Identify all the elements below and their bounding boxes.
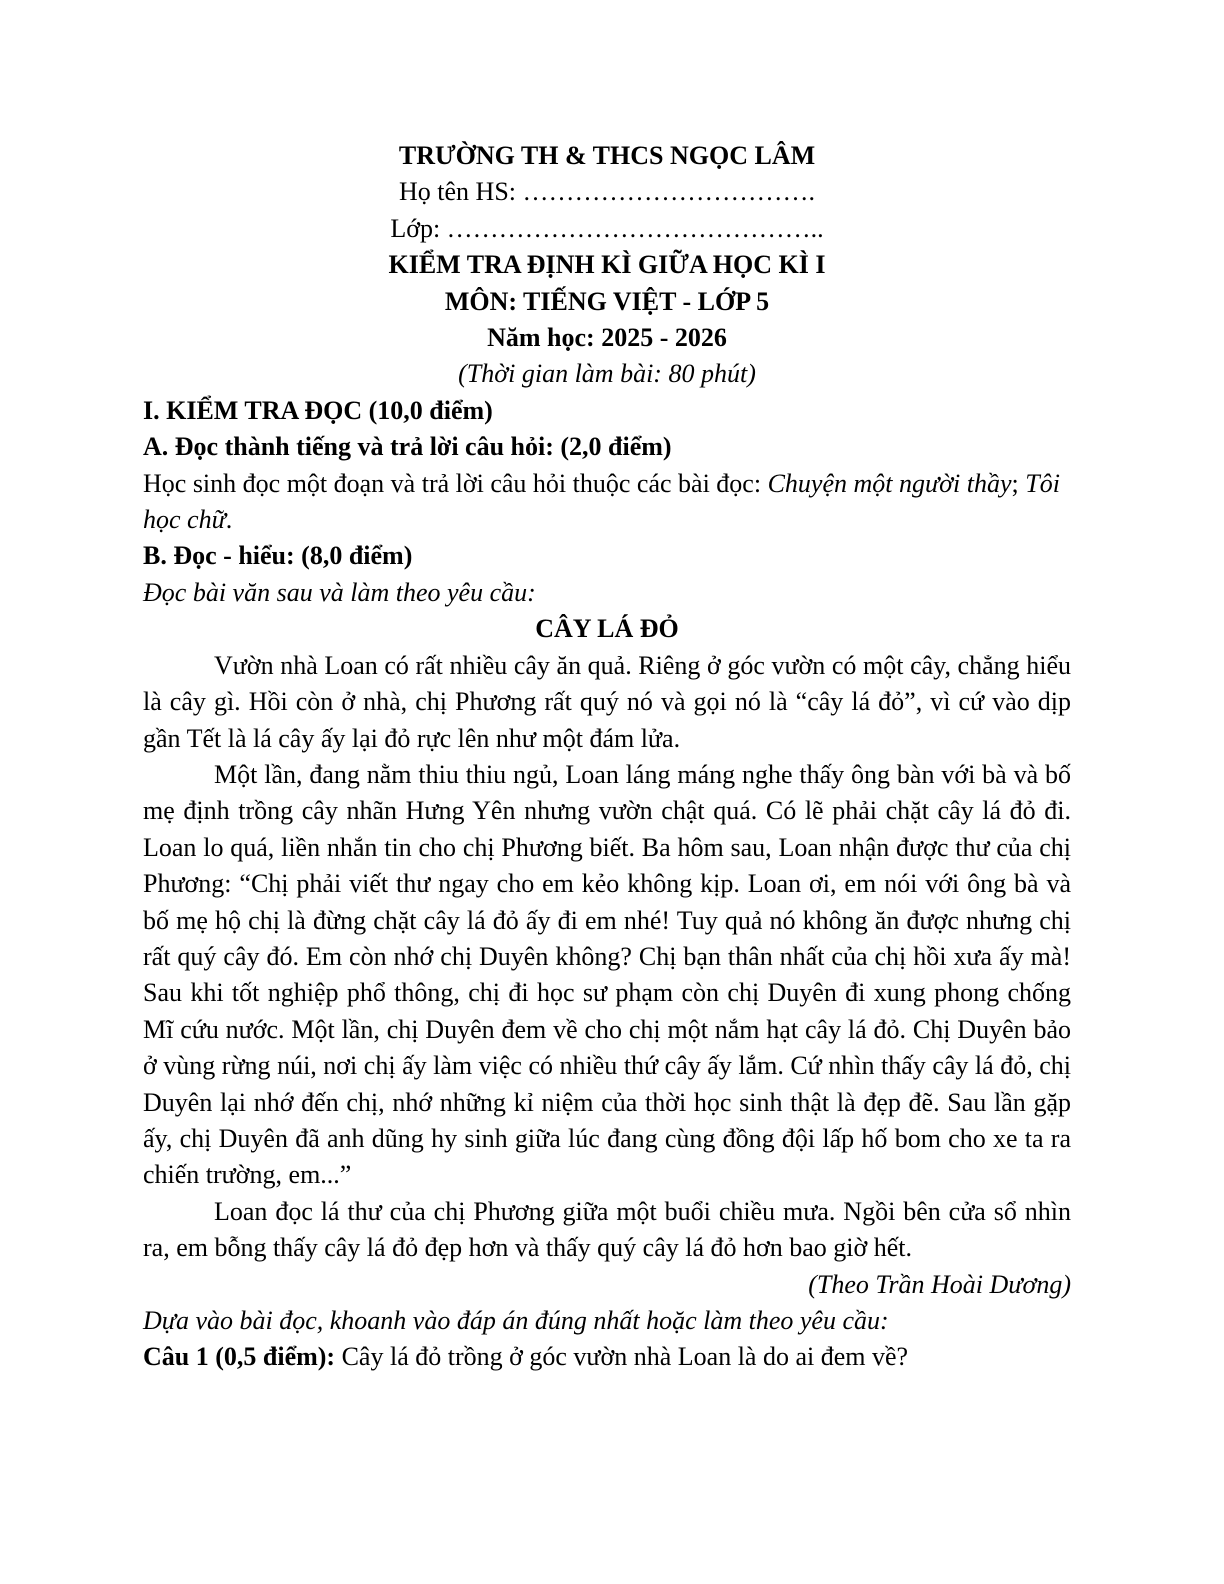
part-a-instructions	[143, 466, 1071, 539]
question-1-text: Cây lá đỏ trồng ở góc vườn nhà Loan là do ai đem về?	[335, 1342, 909, 1372]
question-1	[143, 1339, 1071, 1375]
exam-title: KIỂM TRA ĐỊNH KÌ GIỮA HỌC KÌ I	[388, 250, 826, 280]
reading-title-2: Tôi học chữ	[143, 468, 1060, 535]
duration-note: (Thời gian làm bài: 80 phút)	[458, 359, 756, 389]
part-a-heading: A. Đọc thành tiếng và trả lời câu hỏi: (2,0 điểm)	[143, 432, 672, 462]
questions-instruction: Dựa vào bài đọc, khoanh vào đáp án đúng nhất hoặc làm theo yêu cầu:	[143, 1306, 889, 1335]
story-paragraph: Loan đọc lá thư của chị Phương giữa một buổi chiều mưa. Ngồi bên cửa sổ nhìn ra, em bỗng thấy cây lá đỏ đẹp hơn và thấy quý cây lá đỏ hơn bao giờ hết.	[143, 1196, 1071, 1263]
story-title: CÂY LÁ ĐỎ	[535, 614, 679, 644]
class-line: Lớp: ……………………………………..	[390, 213, 824, 243]
part-b-instruction: Đọc bài văn sau và làm theo yêu cầu:	[143, 577, 536, 607]
exam-page	[143, 138, 1071, 1376]
question-1-label: Câu 1 (0,5 điểm):	[143, 1342, 336, 1372]
part-b-heading: B. Đọc - hiểu: (8,0 điểm)	[143, 541, 413, 571]
student-name-line: Họ tên HS: …………………………….	[399, 177, 815, 207]
subject-line: MÔN: TIẾNG VIỆT - LỚP 5	[444, 286, 770, 316]
story-paragraph: Vườn nhà Loan có rất nhiều cây ăn quả. Riêng ở góc vườn có một cây, chẳng hiểu là cây gì. Hồi còn ở nhà, chị Phương rất quý nó và gọi nó là “cây lá đỏ”, vì cứ vào dịp gần Tết là lá cây ấy lại đỏ rực lên như một đám lửa.	[143, 650, 1071, 753]
section-heading-reading: I. KIỂM TRA ĐỌC (10,0 điểm)	[143, 395, 493, 425]
school-name: TRƯỜNG TH & THCS NGỌC LÂM	[398, 141, 816, 170]
reading-title-1: Chuyện một người thầy	[767, 468, 1012, 498]
story-source: (Theo Trần Hoài Dương)	[808, 1269, 1071, 1299]
part-a-text: Học sinh đọc một đoạn và trả lời câu hỏi thuộc các bài đọc:	[143, 468, 768, 498]
school-year: Năm học: 2025 - 2026	[487, 323, 727, 353]
part-a-end: .	[225, 505, 233, 535]
story-paragraph: Một lần, đang nằm thiu thiu ngủ, Loan láng máng nghe thấy ông bàn với bà và bố mẹ định trồng cây nhãn Hưng Yên nhưng vườn chật quá. Có lẽ phải chặt cây lá đỏ đi. Loan lo quá, liền nhắn tin cho chị Phương biết. Ba hôm sau, Loan nhận được thư của chị Phương: “Chị phải viết thư ngay cho em kẻo không kịp. Loan ơi, em nói với ông bà và bố mẹ hộ chị là đừng chặt cây lá đỏ ấy đi em nhé! Tuy quả nó không ăn được nhưng chị rất quý cây đó. Em còn nhớ chị Duyên không? Chị bạn thân nhất của chị hồi xưa ấy mà! Sau khi tốt nghiệp phổ thông, chị đi học sư phạm còn chị Duyên đi xung phong chống Mĩ cứu nước. Một lần, chị Duyên đem về cho chị một nắm hạt cây lá đỏ. Chị Duyên bảo ở vùng rừng núi, nơi chị ấy làm việc có nhiều thứ cây ấy lắm. Cứ nhìn thấy cây lá đỏ, chị Duyên lại nhớ đến chị, nhớ những kỉ niệm của thời học sinh thật là đẹp đẽ. Sau lần gặp ấy, chị Duyên đã anh dũng hy sinh giữa lúc đang cùng đồng đội lấp hố bom cho xe ta ra chiến trường, em...”	[143, 759, 1071, 1190]
reading-separator: ;	[1011, 468, 1026, 498]
